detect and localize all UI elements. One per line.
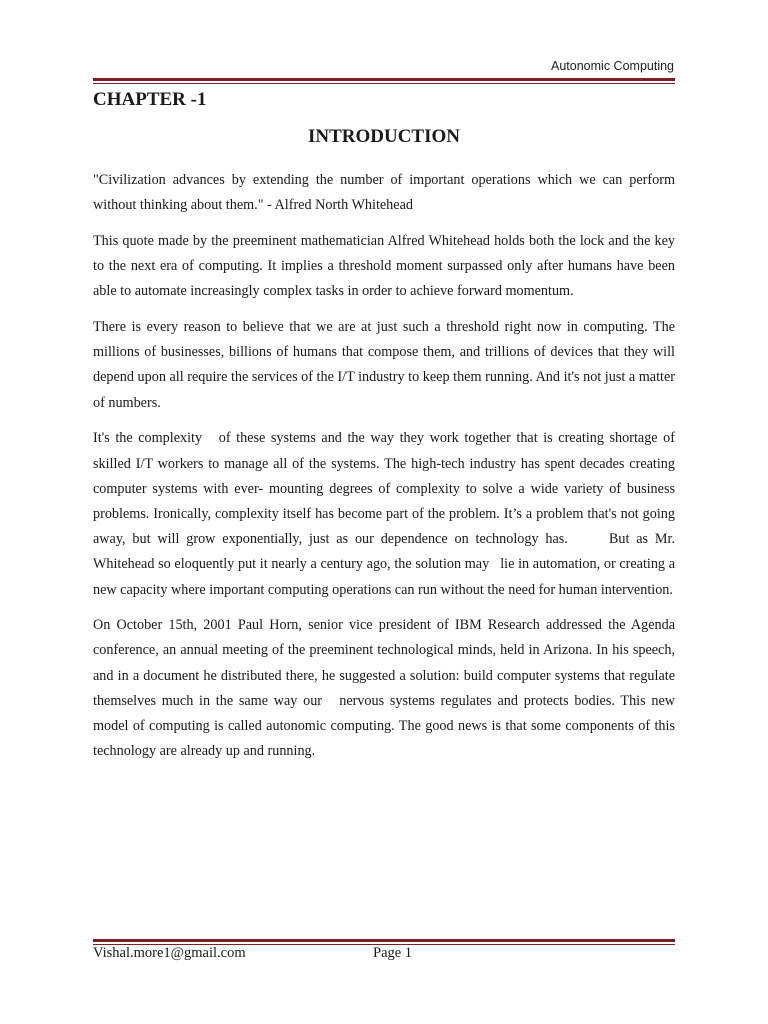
paragraph-3: There is every reason to believe that we are at just such a threshold right now in computing. The millions of businesses, billions of humans that compose them, and trillions of devices that they will depend upon all require the services of the I/T industry to keep them running. And it's not just a matter of numbers. <box>93 319 675 411</box>
paragraph-2: This quote made by the preeminent mathematician Alfred Whitehead holds both the lock and the key to the next era of computing. It implies a threshold moment surpassed only after humans have been able to automate increasingly complex tasks in order to achieve forward momentum. <box>93 232 675 300</box>
chapter-label: CHAPTER -1 <box>93 89 207 110</box>
running-header: Autonomic Computing <box>551 59 674 73</box>
paragraph-5: On October 15th, 2001 Paul Horn, senior vice president of IBM Research addressed the Agenda conference, an annual meeting of the preeminent technological minds, held in Arizona. In his speech, and in a document he distributed there, he suggested a solution: build computer systems that regulate themselves much in the same way our nervous systems regulates and protects bodies. This new model of computing is called autonomic computing. The good news is that some components of this technology are already up and running. <box>93 617 679 760</box>
header-divider <box>93 78 675 84</box>
chapter-title: INTRODUCTION <box>307 126 461 147</box>
paragraph-4: It's the complexity of these systems and the way they work together that is creating shortage of skilled I/T workers to manage all of the systems. The high-tech industry has spent decades creating computer systems with ever- mounting degrees of complexity to solve a wide variety of business problems. Ironically, complexity itself has become part of the problem. It’s a problem that's not going away, but will grow exponentially, just as our dependence on technology has. But as Mr. Whitehead so eloquently put it nearly a century ago, the solution may lie in automation, or creating a new capacity where important computing operations can run without the need for human intervention. <box>93 430 679 598</box>
footer-email: Vishal.more1@gmail.com <box>93 945 246 961</box>
body-text <box>93 168 679 775</box>
page-number: Page 1 <box>373 945 413 961</box>
quote-paragraph: "Civilization advances by extending the number of important operations which we can perform without thinking about them." - Alfred North Whitehead <box>93 172 675 214</box>
